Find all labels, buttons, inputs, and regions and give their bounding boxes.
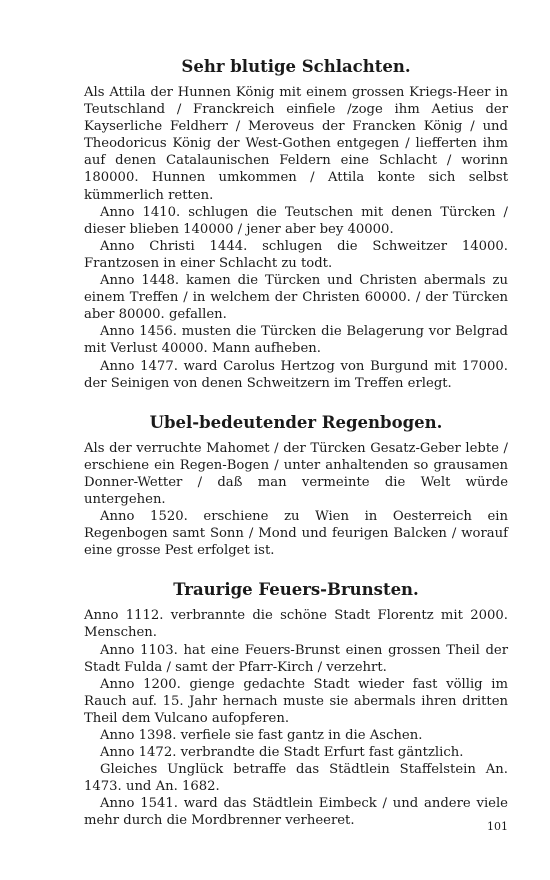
paragraph: Anno 1477. ward Carolus Hertzog von Burgund mit 17000. der Seinigen von denen Schweitzern im Treffen erlegt.	[84, 358, 508, 391]
paragraph: Anno 1456. musten die Türcken die Belagerung vor Belgrad mit Verlust 40000. Mann aufheben.	[84, 324, 508, 357]
paragraph: Anno Christi 1444. schlugen die Schweitzer 14000. Frantzosen in einer Schlacht zu todt.	[84, 238, 508, 271]
paragraph: Anno 1520. erschiene zu Wien in Oesterreich ein Regenbogen samt Sonn / Mond und feurigen Balcken / worauf eine grosse Pest erfolget ist.	[84, 509, 508, 559]
paragraph: Als der verruchte Mahomet / der Türcken Gesatz-Geber lebte / erschiene ein Regen-Bogen / unter anhaltenden so grausamen Donner-Wetter / daß man vermeinte die Welt würde untergehen.	[84, 440, 508, 507]
paragraph: Anno 1410. schlugen die Teutschen mit denen Türcken / dieser blieben 140000 / jener aber bey 40000.	[84, 204, 508, 237]
section-regenbogen	[84, 412, 508, 560]
page-body	[84, 56, 508, 830]
paragraph: Anno 1200. gienge gedachte Stadt wieder fast völlig im Rauch auf. 15. Jahr hernach muste sie abermals ihren dritten Theil dem Vulcano aufopferen.	[84, 676, 508, 726]
paragraph: Anno 1103. hat eine Feuers-Brunst einen grossen Theil der Stadt Fulda / samt der Pfarr-Kirch / verzehrt.	[84, 642, 508, 675]
paragraph: Anno 1112. verbrannte die schöne Stadt Florentz mit 2000. Menschen.	[84, 608, 508, 641]
section-title: Ubel-bedeutender Regenbogen.	[149, 412, 443, 432]
paragraph: Gleiches Unglück betraffe das Städtlein Staffelstein An. 1473. und An. 1682.	[84, 762, 508, 795]
section-title: Sehr blutige Schlachten.	[181, 57, 411, 76]
page-number: 101	[487, 820, 508, 833]
paragraph: Als Attila der Hunnen König mit einem grossen Kriegs-Heer in Teutschland / Franckreich einfiele /zoge ihm Aetius der Kayserliche Feldherr / Meroveus der Francken König / und Theodoricus König der West-Gothen entgegen / liefferten ihm auf denen Catalaunischen Feldern eine Schlacht / worinn 180000. Hunnen umkommen / Attila konte sich selbst kümmerlich retten.	[84, 85, 508, 203]
section-title: Traurige Feuers-Brunsten.	[173, 580, 419, 600]
section-feuersbrunsten	[84, 579, 508, 829]
paragraph: Anno 1541. ward das Städtlein Eimbeck / und andere viele mehr durch die Mordbrenner verheeret.	[84, 796, 508, 829]
paragraph: Anno 1472. verbrandte die Stadt Erfurt fast gäntzlich.	[100, 745, 464, 761]
paragraph: Anno 1398. verfiele sie fast gantz in die Aschen.	[100, 728, 423, 743]
section-schlachten	[84, 56, 508, 392]
paragraph: Anno 1448. kamen die Türcken und Christen abermals zu einem Treffen / in welchem der Christen 60000. / der Türcken aber 80000. gefallen.	[84, 273, 508, 323]
